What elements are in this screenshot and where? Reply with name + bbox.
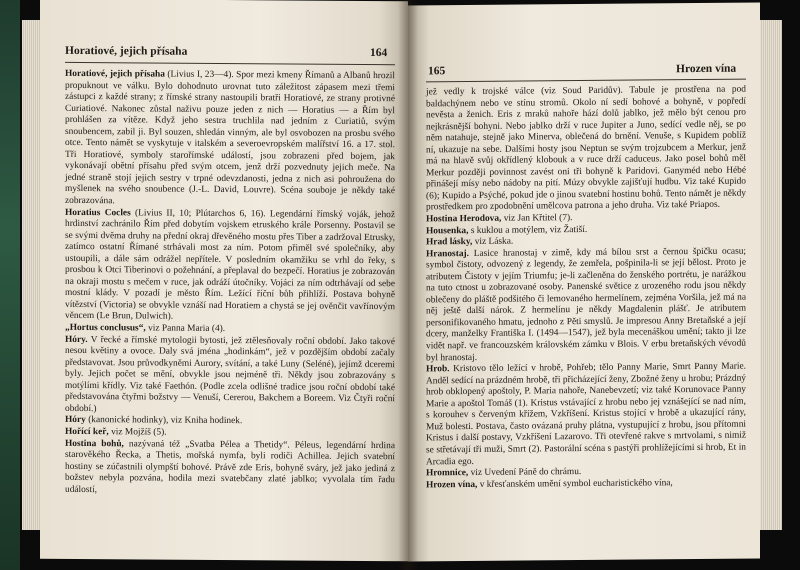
entry xyxy=(65,334,395,417)
entry-term: Hóry xyxy=(65,415,86,426)
entry-text: Kristovo tělo ležící v hrobě, Pohřeb; tělo Panny Marie, Smrt Panny Marie. Anděl sedící na prázdném hrobě, tři přicházející ženy, Zbožné ženy u hrobu; Prázdný hrob obklopený apoštoly, P. Maria nahoře, Nanebevzetí; viz také Korunovace Panny Marie a apoštol Tomáš (1). Kristus vstávající z hrobu nebo jej vznášející se nad ním, s korouhev s červeným křížem, Vzkříšení. Kristus stojící v hrobě a ukazující rány, Muž bolesti. Postava, často ovázaná pruhy plátna, vystupující z hrobu, jsou přítomni Kristus i další postavy, Vzkříšení Lazarovo. Tři otevřené rakve s mrtvolami, s nimiž se střetávají tři muži, Smrt (2). Pastorální scéna s pastýři prohlížejícími si hrob, Et in Arcadia ego. xyxy=(426,361,746,467)
entry-text: jež vedly k trojské válce (viz Soud Paridův). Tabule je prostřena na pod baldachýnem nebo ve stínu stromů. Okolo ní sedí bohové a bohyně, v popředí nevěsta a ženich. Eris z mraků nahoře hází dolů jablko, jež mělo být cenou pro nejkrásnější bohyni. Nebo jablko drží v ruce Jupiter a Juno, sedící vedle něj, se po něm natahuje, stejně jako Minerva, oblečená do brnění. Venuše, s Kupidem poblíž ní, ukazuje na sebe. Dalšími hosty jsou Neptun se svým trojzubcem a Merkur, jenž má na hlavě svůj okřídlený klobouk a v ruce drží caduceus. Jako posel bohů měl Merkur později povinnost zavést oni tři bohyně k Paridovi. Ganyméd nebo Hébé přinášejí mísy nebo nádoby na pití. Múzy obvykle zajišťují hudbu. Viz také Kupido (6); Kupido a Psýché, pokud jde o jinou svatební hostinu bohů. Tento námět je někdy prostředkem pro zpodobnění umělcova patrona a jeho druha. Viz také Priapos. xyxy=(426,84,746,213)
entry-term: „Hortus conclusus“, xyxy=(65,322,146,334)
entry xyxy=(65,438,395,498)
right-page-edges xyxy=(760,20,782,530)
entry-term: Hrozen vína, xyxy=(426,479,478,490)
entry-text: (kanonické hodinky), viz Kniha hodinek. xyxy=(88,415,243,427)
right-running-head: Hrozen vína xyxy=(676,62,737,76)
left-page xyxy=(40,0,408,561)
entry-text: (Livius II, 10; Plútarchos 6, 16). Legendární římský voják, jehož hrdinství zachránilo Řím před dobytím vojskem etruského krále Porsenny. Postavil se se svými dvěma druhy na přední okraj dřevěného mostu přes Tiber a zadržoval Etrusky, zatímco ostatní Římané strhávali most za ním. Potom přiměl své společníky, aby ustoupili, a dále sám odrážel nepřítele. V posledním okamžiku se vrhl do řeky, s prosbou k Otci Tiberinovi o požehnání, a přeplaval do bezpečí. Horatius je zobrazován na okraji mostu s mečem v ruce, jak odráží útočníky. Vojáci za ním odtrhávají od sebe mostní klády. V pozadí je město Řím. Ležící říční bůh přihlíží. Postava bohyně vítězství (Victoria) se obvykle vznáší nad Horatiem a chystá se jej ověnčit vavřínovým věncem (Le Brun, Dulwich). xyxy=(65,207,395,323)
right-page-number: 165 xyxy=(428,65,446,78)
entry-text: nazývaná též „Svatba Pélea a Thetidy“. Péleus, legendární hrdina starověkého Řecka, a Thetis, mořská nymfa, byli rodiči Achillea. Jejich svatební hostiny se zúčastnili olympští bohové. Právě zde Eris, bohyně svárу, jež jako jediná z božstev nebyla pozvána, hodila mezi svatebčany zlaté jablko; vyvolala tím řadu událostí, xyxy=(65,438,395,495)
entry-continuation xyxy=(426,85,746,215)
entry-text: Lasice hranostaj v zimě, kdy má bílou srst a černou špičku ocasu; symbol čistoty, odvozený z legendy, že zemřela, pošpinila-li se její bělost. Proto je atributem Čistoty v jejím Triumfu; je-li začleněna do ženského portrétu, je narážkou na tuto ctnost u zobrazované osoby. Panenské světice z urozeného rodu jsou někdy oblečeny do pláště podšitého či lemovaného hermelínem, zejména Voršila, jež má na něj ještě další nárok. Z hermelínu je někdy Magdalenin plášť. Je atributem personifikovaného hmatu, jednoho z Pěti smyslů. Je impresou Anny Bretaňské a její dcery, manželky Františka I. (1494—1547), jež byla mecenáškou umění; takto ji lze vidět např. ve francouzském královském zámku v Blois. V erbu bretaňských vévodů byl hranostaj. xyxy=(426,246,747,363)
left-page-edges xyxy=(22,20,40,530)
entry xyxy=(426,246,746,364)
entry xyxy=(426,477,746,491)
entry-term: Hranostaj. xyxy=(426,248,469,260)
background-cloth xyxy=(0,0,20,570)
entry-term: Hóry. xyxy=(65,334,88,345)
entry-term: Horatius Cocles xyxy=(65,207,131,218)
right-page xyxy=(408,2,760,561)
entry-text: viz Uvedení Páně do chrámu. xyxy=(470,467,582,479)
entry-text: v křesťanském umění symbol eucharistického vína, xyxy=(479,477,673,490)
entry-text: viz Láska. xyxy=(474,236,514,248)
left-text-column xyxy=(65,69,395,499)
entry-term: Hrob. xyxy=(426,364,450,375)
entry-text: viz Mojžíš (5). xyxy=(111,427,167,438)
book-gutter-shadow xyxy=(398,0,418,570)
entry-text: V řecké a římské mytologii bytosti, jež ztělesňovaly roční období. Jako takové nesou květiny a ovoce. Daly svá jména „hodinkám“, jež v pozdějším období začaly představovat. Jsou průvodkyněmi Aurory, svítání, a také Luny (Seléné), jejímž dceremi byly. Jejich počet se mění, obvykle jsou nejméně tři. Někdy jsou zobrazovány s motýlími křídly. Viz také Faethón. (Podle zcela odlišné tradice jsou roční období také představována čtyřmi božstvy — Venuší, Cererou, Bakchem a Boreem. Viz Čtyři roční období.) xyxy=(65,334,395,414)
left-page-number: 164 xyxy=(370,47,388,60)
entry-text: s kuklou a motýlem, viz Žatiší. xyxy=(470,224,588,236)
right-text-column xyxy=(426,85,746,492)
right-header-rule xyxy=(426,79,746,83)
entry xyxy=(65,207,395,325)
entry-term: Hořící keř, xyxy=(65,426,109,438)
entry-term: Hostina Herodova, xyxy=(426,213,502,225)
entry xyxy=(65,69,395,210)
entry-text: viz Jan Křtitel (7). xyxy=(503,213,573,224)
entry xyxy=(426,362,746,469)
left-header-rule xyxy=(65,62,395,65)
entry-term: Hrad lásky, xyxy=(426,237,473,248)
entry-term: Hromnice, xyxy=(426,468,469,479)
entry-term: Housenka, xyxy=(426,225,469,236)
entry-term: Hostina bohů, xyxy=(65,438,124,449)
left-running-head: Horatiové, jejich přísaha xyxy=(65,44,188,58)
entry-text: (Livius I, 23—4). Spor mezi kmeny Římanů a Albanů hrozil propuknout ve válku. Bylo dohodnuto urovnat tuto záležitost zápasem mezi třemi zástupci z každé strany; z římské strany nastoupili bratři Horatiové, ze strany protivné Curiatiové. Nakonec zůstal naživu pouze jeden z nich — Horatius — a Řím byl prohlášen za vítěze. Když jeho sestra truchlila nad jedním z Curiatiů, svým snoubencem, zabil ji. Byl souzen, shledán vinným, ale byl osvobozen na prosbu svého otce. Tento námět se vyskytuje v italském a severoevropském malířství 16. a 17. stol. Tři Horatiové, symboly starořímské událostí, jsou zobrazeni před bojem, jak vykonávají obětní přísahu před svým otcem, jenž drží pozvednuty jejich meče. Na jedné straně stojí jejich sestry v trpné odevzdanosti, jedna z nich asi pohroužena do myšlenek na svého snoubence (J.-L. David, Louvre). Scéna souboje je někdy také zobrazována. xyxy=(65,69,395,207)
entry-term: Horatiové, jejich přísaha xyxy=(65,68,165,80)
entry-text: viz Panna Maria (4). xyxy=(148,323,226,335)
